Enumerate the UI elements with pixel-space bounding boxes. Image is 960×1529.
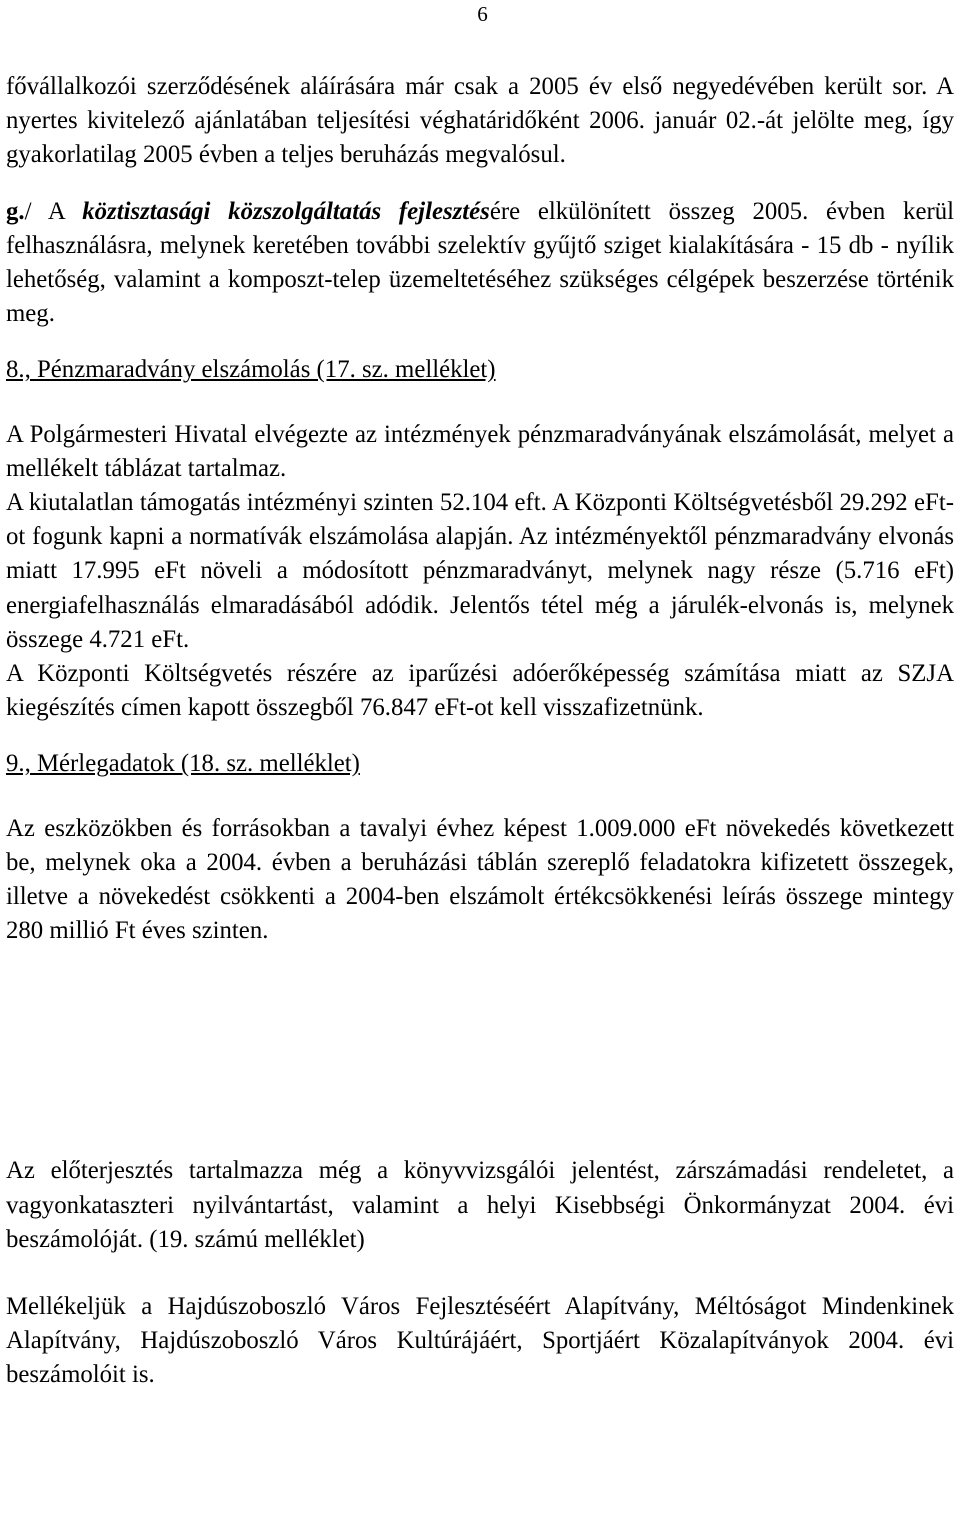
paragraph-contract: fővállalkozói szerződésének aláírására már csak a 2005 év első negyedévében került sor. A nyertes kivitelező ajánlatában teljesítési véghatáridőként 2006. január 02.-át jelölte meg, így gyakorlatilag 2005 évben a teljes beruházás megvalósul.: [6, 73, 954, 169]
section-heading-8: 8., Pénzmaradvány elszámolás (17. sz. melléklet): [6, 356, 496, 384]
paragraph-residual-intro: A Polgármesteri Hivatal elvégezte az intézmények pénzmaradványának elszámolását, melyet a mellékelt táblázat tartalmaz.: [6, 420, 954, 482]
paragraph-sanitation-text: ére elkülönített összeg 2005. évben kerül felhasználásra, melynek keretében további szelektív gyűjtő sziget kialakítására - 15 db - nyílik lehetőség, valamint a komposzt-telep üzemeltetéséhez szükséges célgépek beszerzése történik meg.: [6, 197, 954, 328]
item-marker-g: g.: [6, 197, 25, 225]
paragraph-sanitation-emphasis: köztisztasági közszolgáltatás fejlesztés: [82, 197, 490, 225]
page-number: 6: [477, 2, 488, 26]
paragraph-residual-szja: A Központi Költségvetés részére az iparűzési adóerőképesség számítása miatt az SZJA kiegészítés címen kapott összegből 76.847 eFt-ot kell visszafizetnünk.: [6, 660, 954, 722]
paragraph-sanitation-lead: / A: [24, 197, 83, 225]
paragraph-submission: Az előterjesztés tartalmazza még a könyvvizsgálói jelentést, zárszámadási rendeletet, a vagyonkataszteri nyilvántartást, valamint a helyi Kisebbségi Önkormányzat 2004. évi beszámolóját. (19. számú melléklet): [6, 1157, 954, 1253]
document-body: [6, 70, 954, 1393]
paragraph-attachments: Mellékeljük a Hajdúszoboszló Város Fejlesztéséért Alapítvány, Méltóságot Mindenkinek Alapítvány, Hajdúszoboszló Város Kultúrájáért, Sportjáért Közalapítványok 2004. évi beszámolóit is.: [6, 1293, 954, 1389]
paragraph-sanitation: [6, 195, 954, 332]
section-heading-9: 9., Mérlegadatok (18. sz. melléklet): [6, 750, 360, 778]
paragraph-balance: Az eszközökben és forrásokban a tavalyi évhez képest 1.009.000 eFt növekedés következett be, melynek oka a 2004. évben a beruházási táblán szereplő feladatokra kifizetett összegek, illetve a növekedést csökkenti a 2004-ben elszámolt értékcsökkenési leírás összege mintegy 280 millió Ft éves szinten.: [6, 814, 954, 945]
paragraph-residual-details: A kiutalatlan támogatás intézményi szinten 52.104 eft. A Központi Költségvetésből 29.292 eFt-ot fogunk kapni a normatívák elszámolása alapján. Az intézményektől pénzmaradvány elvonás miatt 17.995 eFt növeli a módosított pénzmaradványt, melynek nagy része (5.716 eFt) energiafelhasználás elmaradásából adódik. Jelentős tétel még a járulék-elvonás is, melynek összege 4.721 eFt.: [6, 489, 954, 653]
